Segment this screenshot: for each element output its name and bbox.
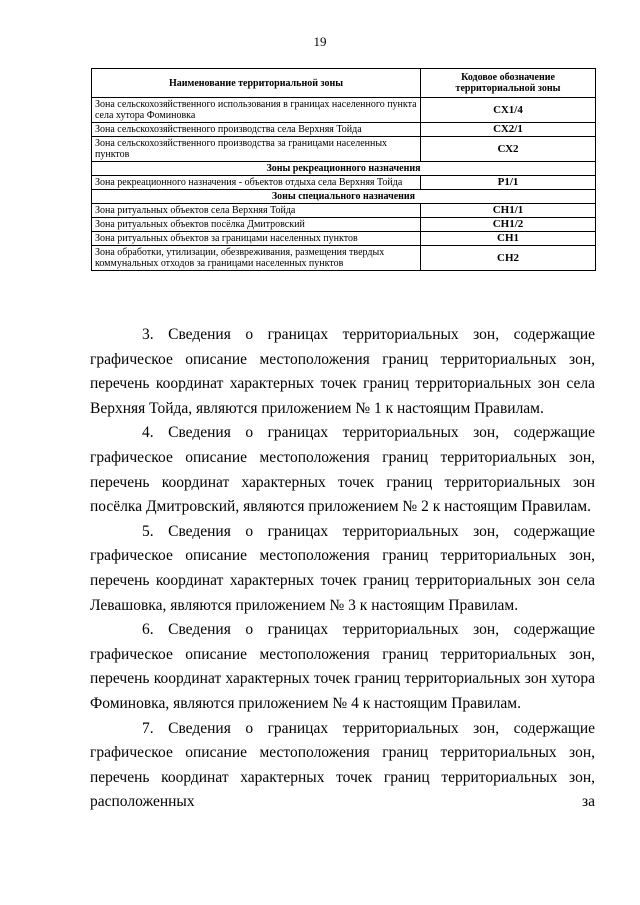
- zones-table-body: [92, 98, 596, 271]
- table-row: [92, 98, 596, 123]
- body-text: [90, 323, 595, 815]
- zone-name-cell: Зона обработки, утилизации, обезвреживания, размещения твердых коммунальных отходов за границами населенных пунктов: [92, 246, 421, 271]
- zone-code-cell: Р1/1: [421, 176, 596, 190]
- table-section-row: [92, 162, 596, 176]
- table-section-row: [92, 190, 596, 204]
- zone-code-cell: СН1/1: [421, 204, 596, 218]
- paragraph-3: 3. Сведения о границах территориальных зон, содержащие графическое описание местоположения границ территориальных зон, перечень координат характерных точек границ территориальных зон села Верхняя Тойда, являются приложением № 1 к настоящим Правилам.: [90, 326, 595, 417]
- zone-name-cell: Зона ритуальных объектов села Верхняя Тойда: [92, 204, 421, 218]
- table-row: [92, 123, 596, 137]
- zone-name-cell: Зона ритуальных объектов посёлка Дмитровский: [92, 218, 421, 232]
- zone-code-cell: СН2: [421, 246, 596, 271]
- table-row: [92, 137, 596, 162]
- zone-code-cell: СХ2/1: [421, 123, 596, 137]
- paragraph-4: 4. Сведения о границах территориальных зон, содержащие графическое описание местоположения границ территориальных зон, перечень координат характерных точек границ территориальных зон посёлка Дмитровский, являются приложением № 2 к настоящим Правилам.: [90, 424, 595, 516]
- zone-name-cell: Зона сельскохозяйственного производства за границами населенных пунктов: [92, 137, 421, 162]
- page-number: 19: [313, 34, 327, 49]
- section-heading: Зоны специального назначения: [92, 190, 596, 204]
- table-row: [92, 246, 596, 271]
- zone-name-cell: Зона ритуальных объектов за границами населенных пунктов: [92, 232, 421, 246]
- header-zone-code: Кодовое обозначение территориальной зоны: [421, 69, 596, 98]
- zones-table: [91, 68, 596, 271]
- table-row: [92, 204, 596, 218]
- paragraph-5: 5. Сведения о границах территориальных зон, содержащие графическое описание местоположения границ территориальных зон, перечень координат характерных точек границ территориальных зон села Левашовка, являются приложением № 3 к настоящим Правилам.: [90, 522, 595, 614]
- paragraph-7: 7. Сведения о границах территориальных зон, содержащие графическое описание местоположения границ территориальных зон, перечень координат характерных точек границ территориальных зон, расположенных за: [90, 719, 595, 811]
- zone-code-cell: СН1: [421, 232, 596, 246]
- zone-name-cell: Зона сельскохозяйственного производства села Верхняя Тойда: [92, 123, 421, 137]
- section-heading: Зоны рекреационного назначения: [92, 162, 596, 176]
- table-row: [92, 218, 596, 232]
- table-row: [92, 176, 596, 190]
- paragraph-6: 6. Сведения о границах территориальных зон, содержащие графическое описание местоположения границ территориальных зон, перечень координат характерных точек границ территориальных зон хутора Фоминовка, являются приложением № 4 к настоящим Правилам.: [90, 621, 595, 712]
- zone-code-cell: СХ1/4: [421, 98, 596, 123]
- zone-code-cell: СН1/2: [421, 218, 596, 232]
- header-zone-name: Наименование территориальной зоны: [92, 69, 421, 98]
- table-row: [92, 232, 596, 246]
- table-header-row: [92, 69, 596, 98]
- zone-code-cell: СХ2: [421, 137, 596, 162]
- zone-name-cell: Зона рекреационного назначения - объектов отдыха села Верхняя Тойда: [92, 176, 421, 190]
- zone-name-cell: Зона сельскохозяйственного использования в границах населенного пункта села хутора Фоминовка: [92, 98, 421, 123]
